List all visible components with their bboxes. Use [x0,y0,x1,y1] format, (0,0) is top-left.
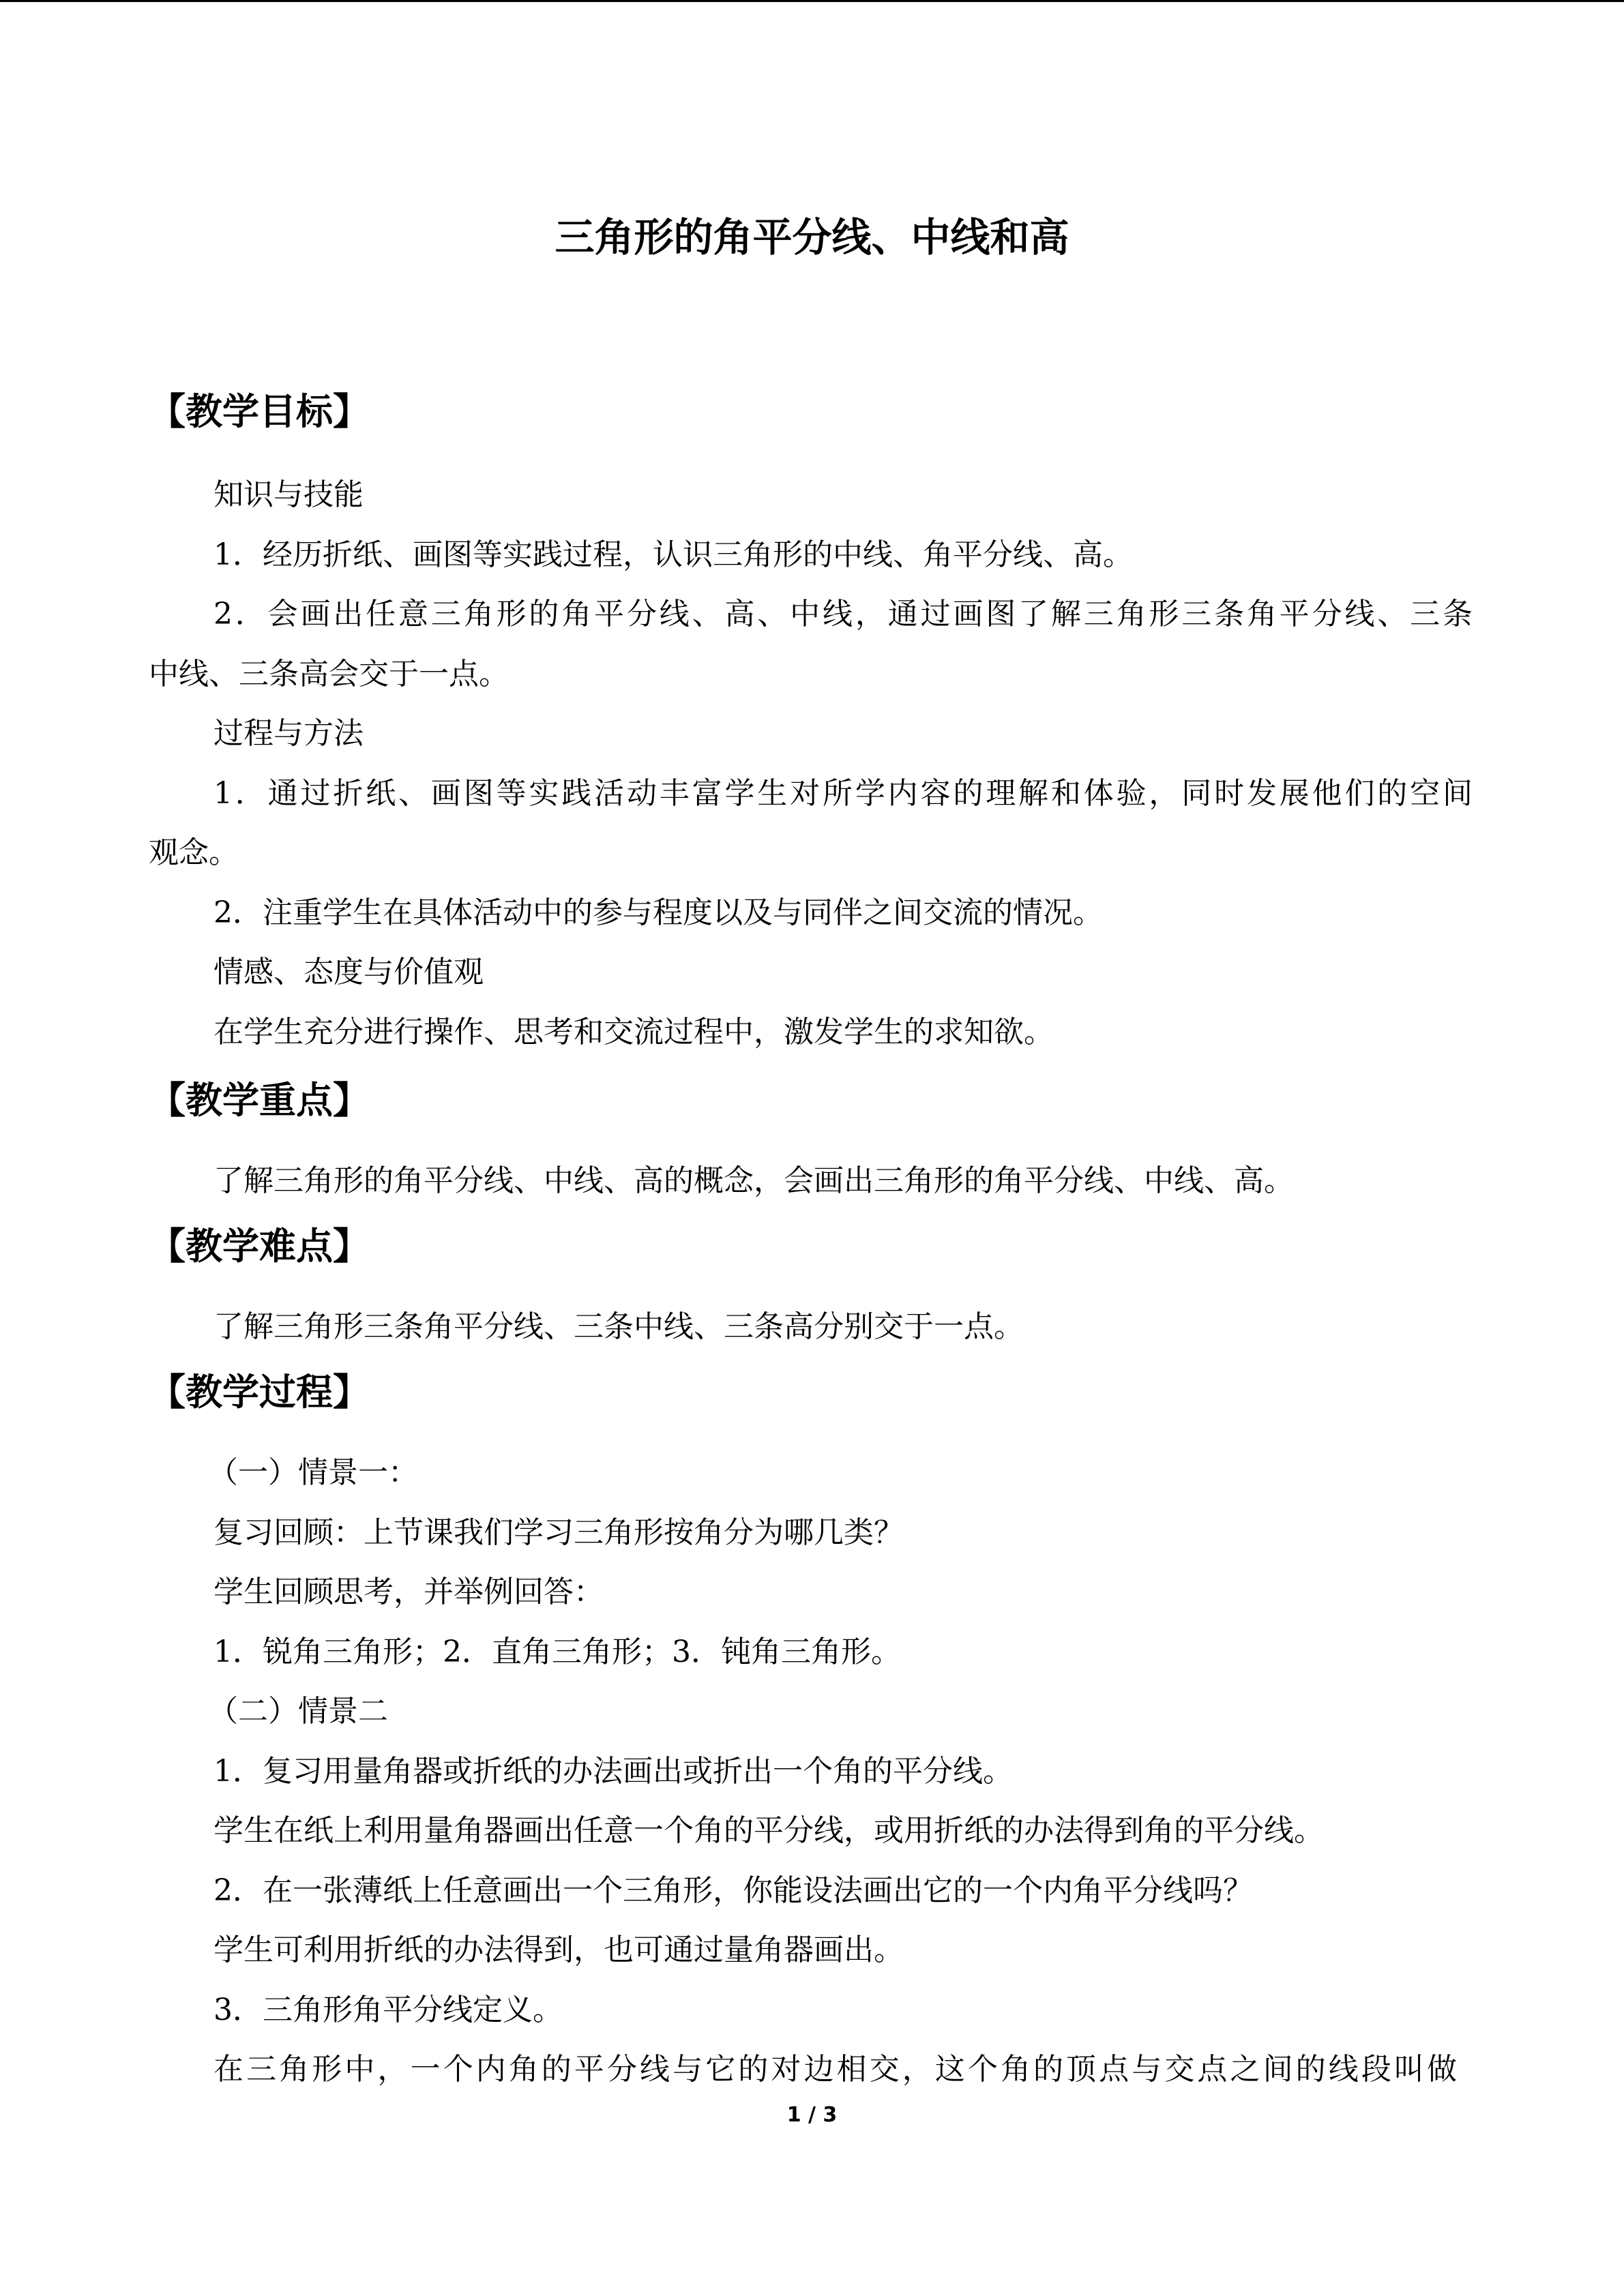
paragraph-review: 复习回顾：上节课我们学习三角形按角分为哪几类？ [213,1515,904,1550]
paragraph-method-1-line2: 观念。 [149,835,239,870]
section-heading-process: 【教学过程】 [149,1371,370,1414]
paragraph-knowledge-2-line1: 2．会画出任意三角形的角平分线、高、中线，通过画图了解三角形三条角平分线、三条 [213,597,1473,631]
paragraph-emotion-1: 在学生充分进行操作、思考和交流过程中，激发学生的求知欲。 [213,1015,1054,1049]
section-heading-key-points: 【教学重点】 [149,1079,370,1122]
subheading-method: 过程与方法 [213,716,364,751]
section-heading-goals: 【教学目标】 [149,390,370,433]
page-number: 1 / 3 [786,2103,838,2127]
paragraph-method-1-line1: 1．通过折纸、画图等实践活动丰富学生对所学内容的理解和体验，同时发展他们的空间 [213,776,1473,811]
subheading-knowledge: 知识与技能 [213,477,364,512]
paragraph-step-2: 2．在一张薄纸上任意画出一个三角形，你能设法画出它的一个内角平分线吗？ [213,1873,1253,1908]
paragraph-key-points: 了解三角形的角平分线、中线、高的概念，会画出三角形的角平分线、中线、高。 [213,1163,1294,1198]
page-title: 三角形的角平分线、中线和高 [555,214,1069,260]
subheading-emotion: 情感、态度与价值观 [213,955,484,989]
section-heading-difficulties: 【教学难点】 [149,1225,370,1268]
paragraph-method-2: 2．注重学生在具体活动中的参与程度以及与同伴之间交流的情况。 [213,895,1103,930]
paragraph-students-think: 学生回顾思考，并举例回答： [213,1575,604,1609]
paragraph-step-1-detail: 学生在纸上利用量角器画出任意一个角的平分线，或用折纸的办法得到角的平分线。 [213,1813,1324,1848]
paragraph-difficulties: 了解三角形三条角平分线、三条中线、三条高分别交于一点。 [213,1309,1024,1344]
subheading-scene-1: （一）情景一： [208,1455,418,1490]
paragraph-step-2-detail: 学生可利用折纸的办法得到，也可通过量角器画出。 [213,1933,904,1967]
paragraph-knowledge-2-line2: 中线、三条高会交于一点。 [149,657,509,691]
paragraph-definition: 在三角形中，一个内角的平分线与它的对边相交，这个角的顶点与交点之间的线段叫做 [213,2052,1457,2087]
paragraph-answer: 1．锐角三角形；2．直角三角形；3．钝角三角形。 [213,1635,901,1669]
paragraph-step-3: 3．三角形角平分线定义。 [213,1993,563,2027]
paragraph-step-1: 1．复习用量角器或折纸的办法画出或折出一个角的平分线。 [213,1754,1013,1789]
paragraph-knowledge-1: 1．经历折纸、画图等实践过程，认识三角形的中线、角平分线、高。 [213,537,1133,572]
subheading-scene-2: （二）情景二 [208,1694,388,1729]
